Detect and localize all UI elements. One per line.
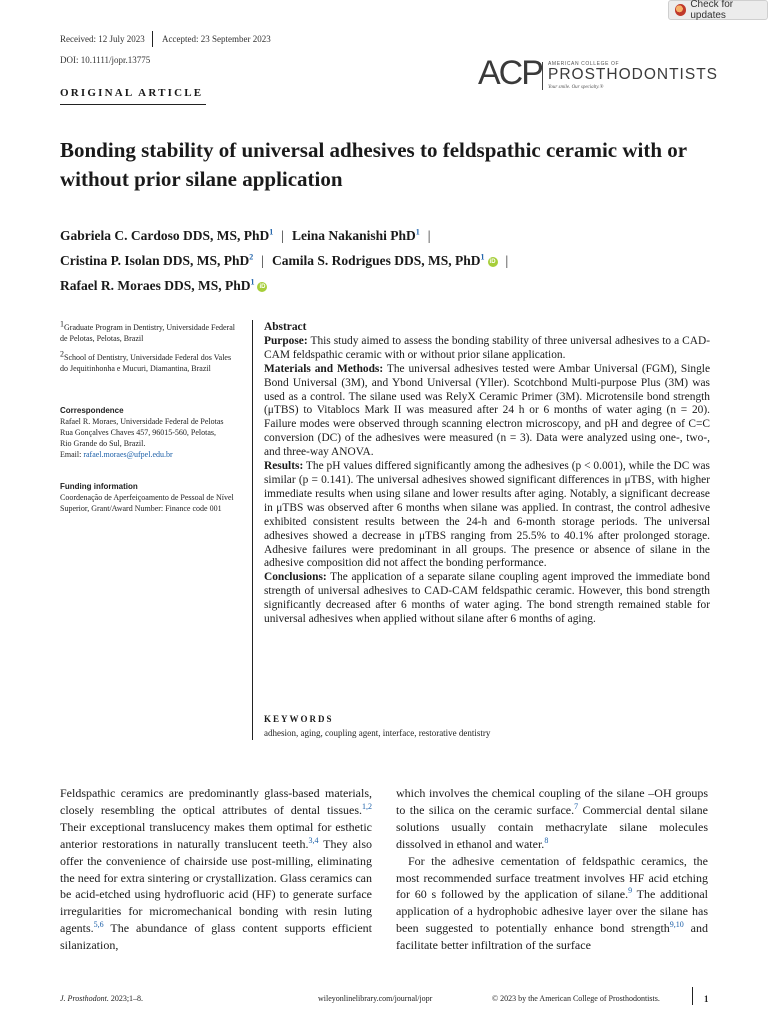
orcid-icon[interactable]: iD <box>489 258 496 265</box>
abstract-heading: Abstract <box>264 321 307 333</box>
body-paragraph: which involves the chemical coupling of the silane –OH groups to the silica on the ceramic surface.$^7$ Commercial dental silane solutions usually contain methacrylate silane molecules dissolved in ethanol and water.$^8$ <box>396 786 708 851</box>
citation-link[interactable]: 5,6 <box>93 920 104 930</box>
article-type-rule <box>60 104 206 105</box>
logo-tagline: Your smile. Our specialty.® <box>548 85 604 90</box>
body-paragraph: For the adhesive cementation of feldspathic ceramics, the most recommended surface treatment involves HF acid etching for 60 s followed by the application of silane.$^9$ The additional application of a hydrophobic adhesive layer over the silane has been suggested to potentially enhance bond strength$^{9,10}$ and facilitate better infiltration of the surface <box>396 853 708 953</box>
citation-link[interactable]: 3,4 <box>308 835 319 845</box>
logo-org-small: AMERICAN COLLEGE OF <box>548 61 620 67</box>
citation-link[interactable]: 7 <box>574 801 579 811</box>
author-name[interactable]: Leina Nakanishi PhD$^1$ <box>291 227 420 243</box>
body-column-right <box>396 785 708 954</box>
author-name[interactable]: Cristina P. Isolan DDS, MS, PhD$^2$ <box>60 252 254 268</box>
check-for-updates-label: Check for updates <box>690 0 734 21</box>
correspondence: Correspondence Rafael R. Moraes, Universidade Federal de Pelotas Rua Gonçalves Chaves 457, 96015-560, Pelotas, Rio Grande do Sul, Brazil. Email: rafael.moraes@ufpel.edu.br <box>60 406 224 459</box>
funding: Funding information Coordenação de Aperfeiçoamento de Pessoal de Nível Superior, Grant/Award Number: Finance code 001 <box>60 482 234 513</box>
funding-heading: Funding information <box>60 482 138 491</box>
sidebar-divider <box>252 320 253 740</box>
email-link[interactable]: rafael.moraes@ufpel.edu.br <box>83 450 173 459</box>
body-paragraph: Feldspathic ceramics are predominantly glass-based materials, closely resembling the optical attributes of dental tissues.$^{1,2}$ Their exceptional translucency makes them optimal for esthetic anterior restorations in naturally translucent teeth.$^{3,4}$ They also offer the convenience of chairside use post-milling, eliminating the need for extra sintering or crystallization. Glass ceramics can be acid-etched using hydrofluoric acid (HF) to generate surface irregularities for micromechanical bonding with resin luting agents.$^{5,6}$ The abundance of glass content supports efficient silanization, <box>60 786 372 953</box>
acp-logo-mark: ACP <box>478 54 542 92</box>
footer-copyright: © 2023 by the American College of Prosthodontists. <box>492 994 660 1003</box>
orcid-icon[interactable]: iD <box>259 283 266 290</box>
received-date: Received: 12 July 2023 <box>60 34 145 44</box>
affiliation-2: 2School of Dentistry, Universidade Federal dos Vales do Jequitinhonha e Mucuri, Diamantina, Brazil <box>60 349 232 373</box>
author-name[interactable]: Camila S. Rodrigues DDS, MS, PhD$^1$ <box>272 252 485 268</box>
abstract-methods: Materials and Methods: The universal adhesives tested were Ambar Universal (FGM), Single Bond Universal (3M), and Ybond Universal (Yller). Scotchbond Multi-purpose Plus (3M) was used as a control. The silane used was RelyX Ceramic Primer (3M). Microtensile bond strength (μTBS) to Vitablocs Mark II was measured after 24 h or 6 months of water aging (n = 20). Failure modes were observed through scanning electron microscopy, and pH and degree of C=C conversion (DC) of the adhesives were measured (n = 3). Data were analyzed using one-, two-, and three-way ANOVA. <box>264 362 711 459</box>
author-list: Gabriela C. Cardoso DDS, MS, PhD$^1$ | Leina Nakanishi PhD$^1$ | Cristina P. Isolan DDS, MS, PhD$^2$ | Camila S. Rodrigues DDS, MS, PhD$^1$iD | Rafael R. Moraes DDS, MS, PhD$^1$iD <box>60 227 509 293</box>
abstract-conclusions: Conclusions: The application of a separate silane coupling agent improved the immediate bond strength of universal adhesives to CAD-CAM feldspathic ceramic. However, this bond strength significantly decreased after 6 months of water aging. The bond strength remained stable for universal adhesives when applied without silane after 6 months of aging. <box>264 571 710 626</box>
doi[interactable]: DOI: 10.1111/jopr.13775 <box>60 55 151 65</box>
abstract-purpose: Purpose: This study aimed to assess the bonding stability of three universal adhesives to a CAD-CAM feldspathic ceramic with or without prior silane application. <box>264 334 710 361</box>
footer-divider <box>692 987 693 1005</box>
abstract-results: Results: The pH values differed significantly among the adhesives (p < 0.001), while the DC was similar (p = 0.141). The universal adhesives showed significant differences in μTBS, with higher immediate results when using silane and lower results after aging. Notably, a significant decrease in μTBS was observed after 6 months when silane was applied. In contrast, the control adhesive exhibited consistent results between the 24-h and 6-month storage periods. The universal adhesives showed a decrease in μTBS ranging from 25.5% to 40.1% after prolonged storage. Adhesive failures were predominant in all groups. The presence or absence of silane in the adhesive composition did not affect the bonding performance. <box>264 460 710 570</box>
article-title: Bonding stability of universal adhesives to feldspathic ceramic with or without prior silane application <box>60 138 687 191</box>
footer-url[interactable]: wileyonlinelibrary.com/journal/jopr <box>318 994 433 1003</box>
body-column-left <box>60 785 372 954</box>
citation-link[interactable]: 9,10 <box>669 920 684 930</box>
accepted-date: Accepted: 23 September 2023 <box>162 34 271 44</box>
page-number: 1 <box>704 994 709 1004</box>
affiliation-1: 1Graduate Program in Dentistry, Universidade Federal de Pelotas, Pelotas, Brazil <box>60 319 235 343</box>
citation-link[interactable]: 1,2 <box>362 801 372 811</box>
crossmark-icon <box>675 4 686 16</box>
logo-divider <box>542 62 543 90</box>
citation-link[interactable]: 9 <box>628 886 633 896</box>
citation-link[interactable]: 8 <box>544 835 549 845</box>
check-for-updates-button[interactable] <box>668 0 768 20</box>
correspondence-heading: Correspondence <box>60 406 124 415</box>
author-name[interactable]: Gabriela C. Cardoso DDS, MS, PhD$^1$ <box>60 227 274 243</box>
article-type: ORIGINAL ARTICLE <box>60 87 204 99</box>
keywords-list: adhesion, aging, coupling agent, interface, restorative dentistry <box>264 728 491 738</box>
abstract <box>264 321 710 627</box>
meta-divider <box>152 31 153 47</box>
keywords-heading: KEYWORDS <box>264 714 334 724</box>
footer-journal: J. Prosthodont. 2023;1–8. <box>60 994 144 1003</box>
acp-logo <box>478 54 719 94</box>
author-name[interactable]: Rafael R. Moraes DDS, MS, PhD$^1$ <box>60 277 255 293</box>
logo-org-name: PROSTHODONTISTS <box>548 66 719 83</box>
